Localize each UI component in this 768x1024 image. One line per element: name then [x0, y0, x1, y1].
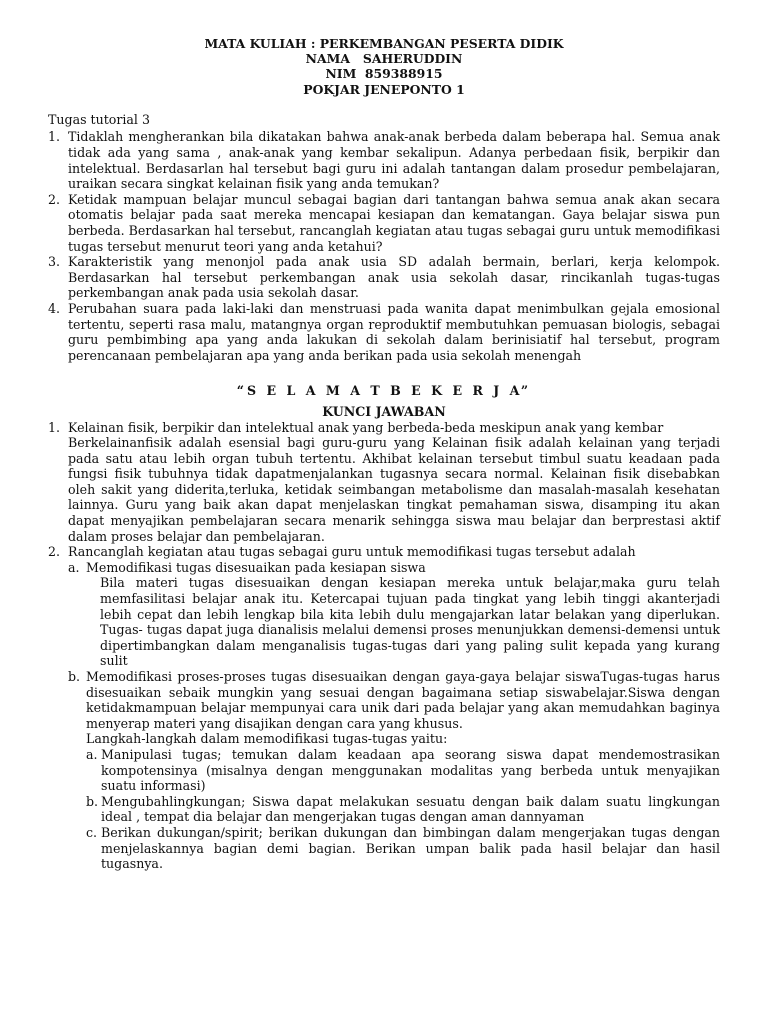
- answer-title: Kelainan fisik, berpikir dan intelektual anak yang berbeda-beda meskipun anak yang kembar: [68, 419, 664, 435]
- question-number: 3.: [48, 254, 61, 270]
- student-nim: NIM 859388915: [325, 66, 443, 82]
- student-name: NAMA SAHERUDDIN: [305, 51, 463, 67]
- tutorial-title: Tugas tutorial 3: [48, 111, 150, 127]
- question-text: Ketidak mampuan belajar muncul sebagai bagian dari tantangan bahwa semua anak akan secara otomatis belajar pada saat mereka mencapai kesiapan dan kematangan. Gaya belajar siswa pun berbeda. Berdasarkan hal tersebut, rancanglah kegiatan atau tugas sebagai guru untuk memodifikasi tugas tersebut menurut teori yang anda ketahui?: [68, 191, 720, 254]
- sub-answer-letter: a.: [68, 559, 80, 575]
- question-text: Karakteristik yang menonjol pada anak usia SD adalah bermain, berlari, kerja kelompok. Berdasarkan hal tersebut perkembangan anak usia sekolah dasar, rincikanlah tugas-tugas perkembangan anak pada usia sekolah dasar.: [68, 254, 720, 301]
- answer-body: Berkelainanfisik adalah esensial bagi guru-guru yang Kelainan fisik adalah kelainan yang terjadi pada satu atau lebih organ tubuh tertentu. Akhibat kelainan tersebut timbul suatu keadaan pada fungsi fisik tubuhnya tidak dapatmenjalankan tugasnya secara normal. Kelainan fisik disebabkan oleh sakit yang diderita,terluka, ketidak seimbangan metabolisme dan masalah-masalah kesehatan lainnya. Guru yang baik akan dapat menjelaskan tingkat pemahaman siswa, disamping itu akan dapat menyajikan pembelajaran secara menarik sehingga siswa mau belajar dan berprestasi aktif dalam proses belajar dan pembelajaran.: [68, 435, 720, 544]
- sub-answer-letter: b.: [68, 669, 81, 684]
- question-item: [48, 301, 720, 363]
- step-item: [86, 794, 720, 825]
- step-text: Mengubahlingkungan; Siswa dapat melakukan sesuatu dengan baik dalam suatu lingkungan ideal , tempat dia belajar dan mengerjakan tugas dengan aman dannyaman: [101, 793, 720, 825]
- answer-title: Rancanglah kegiatan atau tugas sebagai guru untuk memodifikasi tugas tersebut adalah: [68, 544, 636, 560]
- document-header: [48, 36, 720, 97]
- answer-number: 1.: [48, 419, 61, 435]
- pokjar-name: POKJAR JENEPONTO 1: [303, 81, 465, 97]
- sub-answer-item: [68, 560, 720, 669]
- sub-answer-body: Memodifikasi proses-proses tugas disesuaikan dengan gaya-gaya belajar siswaTugas-tugas harus disesuaikan sebaik mungkin yang sesuai dengan bagaimana setiap siswabelajar.Siswa dengan ketidakmampuan belajar mempunyai cara unik dari pada belajar yang akan memudahkan baginya menyerap materi yang disajikan dengan cara yang khusus.: [86, 669, 720, 731]
- question-number: 2.: [48, 191, 61, 207]
- question-list: [48, 129, 720, 363]
- answer-key-title: KUNCI JAWABAN: [322, 403, 446, 419]
- question-text: Perubahan suara pada laki-laki dan menstruasi pada wanita dapat menimbulkan gejala emosional tertentu, seperti rasa malu, matangnya organ reproduktif membutuhkan pemuasan biologis, sebagai guru pembimbing apa yang anda lakukan di sekolah dalam berinisiatif hal tersebut, program perencanaan pembelajaran apa yang anda berikan pada usia sekolah menengah: [68, 300, 720, 363]
- closing-greeting: “S E L A M A T B E K E R J A”: [236, 383, 532, 399]
- course-title: MATA KULIAH : PERKEMBANGAN PESERTA DIDIK: [204, 36, 564, 51]
- question-item: [48, 129, 720, 191]
- answer-item: [48, 544, 720, 871]
- step-item: [86, 825, 720, 872]
- question-item: [48, 254, 720, 301]
- sub-answer-title: Memodifikasi tugas disesuaikan pada kesiapan siswa: [86, 559, 426, 575]
- question-text: Tidaklah mengherankan bila dikatakan bahwa anak-anak berbeda dalam beberapa hal. Semua anak tidak ada yang sama , anak-anak yang kembar sekalipun. Adanya perbedaan fisik, berpikir dan intelektual. Berdasarlan hal tersebut bagi guru ini adalah tantangan dalam prosedur pembelajaran, uraikan secara singkat kelainan fisik yang anda temukan?: [68, 129, 720, 192]
- answer-item: [48, 420, 720, 545]
- question-number: 1.: [48, 129, 61, 145]
- step-letter: c.: [86, 824, 98, 840]
- question-item: [48, 192, 720, 254]
- step-item: [86, 747, 720, 794]
- step-text: Manipulasi tugas; temukan dalam keadaan apa seorang siswa dapat mendemostrasikan kompotensinya (misalnya dengan menggunakan modalitas yang berbeda untuk menyajikan suatu informasi): [101, 746, 720, 794]
- sub-answer-item: [68, 669, 720, 872]
- step-text: Berikan dukungan/spirit; berikan dukungan dan bimbingan dalam mengerjakan tugas dengan menjelaskannya bagian demi bagian. Berikan umpan balik pada hasil belajar dan hasil tugasnya.: [101, 824, 720, 872]
- steps-intro: Langkah-langkah dalam memodifikasi tugas-tugas yaitu:: [86, 731, 448, 747]
- step-letter: a.: [86, 746, 98, 762]
- step-letter: b.: [86, 793, 99, 809]
- question-number: 4.: [48, 300, 61, 316]
- answer-number: 2.: [48, 544, 61, 560]
- sub-answer-body: Bila materi tugas disesuaikan dengan kesiapan mereka untuk belajar,maka guru telah memfasilitasi belajar anak itu. Ketercapai tujuan pada tingkat yang lebih tinggi akanterjadi lebih cepat dan lebih lengkap bila kita lebih dulu mengajarkan latar belakan yang diperlukan. Tugas- tugas dapat juga dianalisis melalui demensi proses menunjukkan demensi-demensi untuk dipertimbangkan dalam menganalisis tugas-tugas dari yang paling sulit kepada yang kurang sulit: [100, 575, 720, 669]
